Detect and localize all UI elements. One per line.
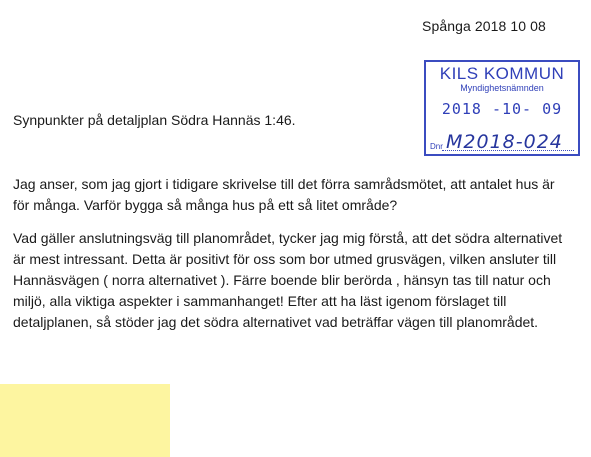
stamp-subtitle: Myndighetsnämnden — [460, 83, 544, 93]
yellow-redaction-note — [0, 384, 170, 457]
letter-subject: Synpunkter på detaljplan Södra Hannäs 1:46. — [13, 112, 296, 128]
stamp-dnr-label: Dnr — [430, 142, 443, 151]
stamp-diary-number: M2018-024 — [446, 131, 563, 153]
stamp-title: KILS KOMMUN — [439, 64, 565, 83]
stamp-dotted-line — [442, 150, 574, 151]
stamp-date: 2018 -10- 09 — [441, 100, 563, 118]
letter-paragraph-1: Jag anser, som jag gjort i tidigare skrivelse till det förra samrådsmötet, att antalet hus är för många. Varför bygga så många hus på ett så litet område? — [13, 176, 555, 213]
received-stamp — [424, 60, 580, 156]
place-and-date: Spånga 2018 10 08 — [422, 18, 546, 34]
letter-paragraph-2: Vad gäller anslutningsväg till planområdet, tycker jag mig förstå, att det södra alternativet är mest intressant. Detta är positivt för oss som bor utmed grusvägen, vilken ansluter till Hannäsvägen ( norra alternativet ). Färre boende blir berörda , hänsyn tas till natur och miljö, alla viktiga aspekter i sammanhanget! Efter att ha läst igenom förslaget till detaljplanen, så stöder jag det södra alternativet vad beträffar vägen till planområdet. — [13, 230, 563, 330]
